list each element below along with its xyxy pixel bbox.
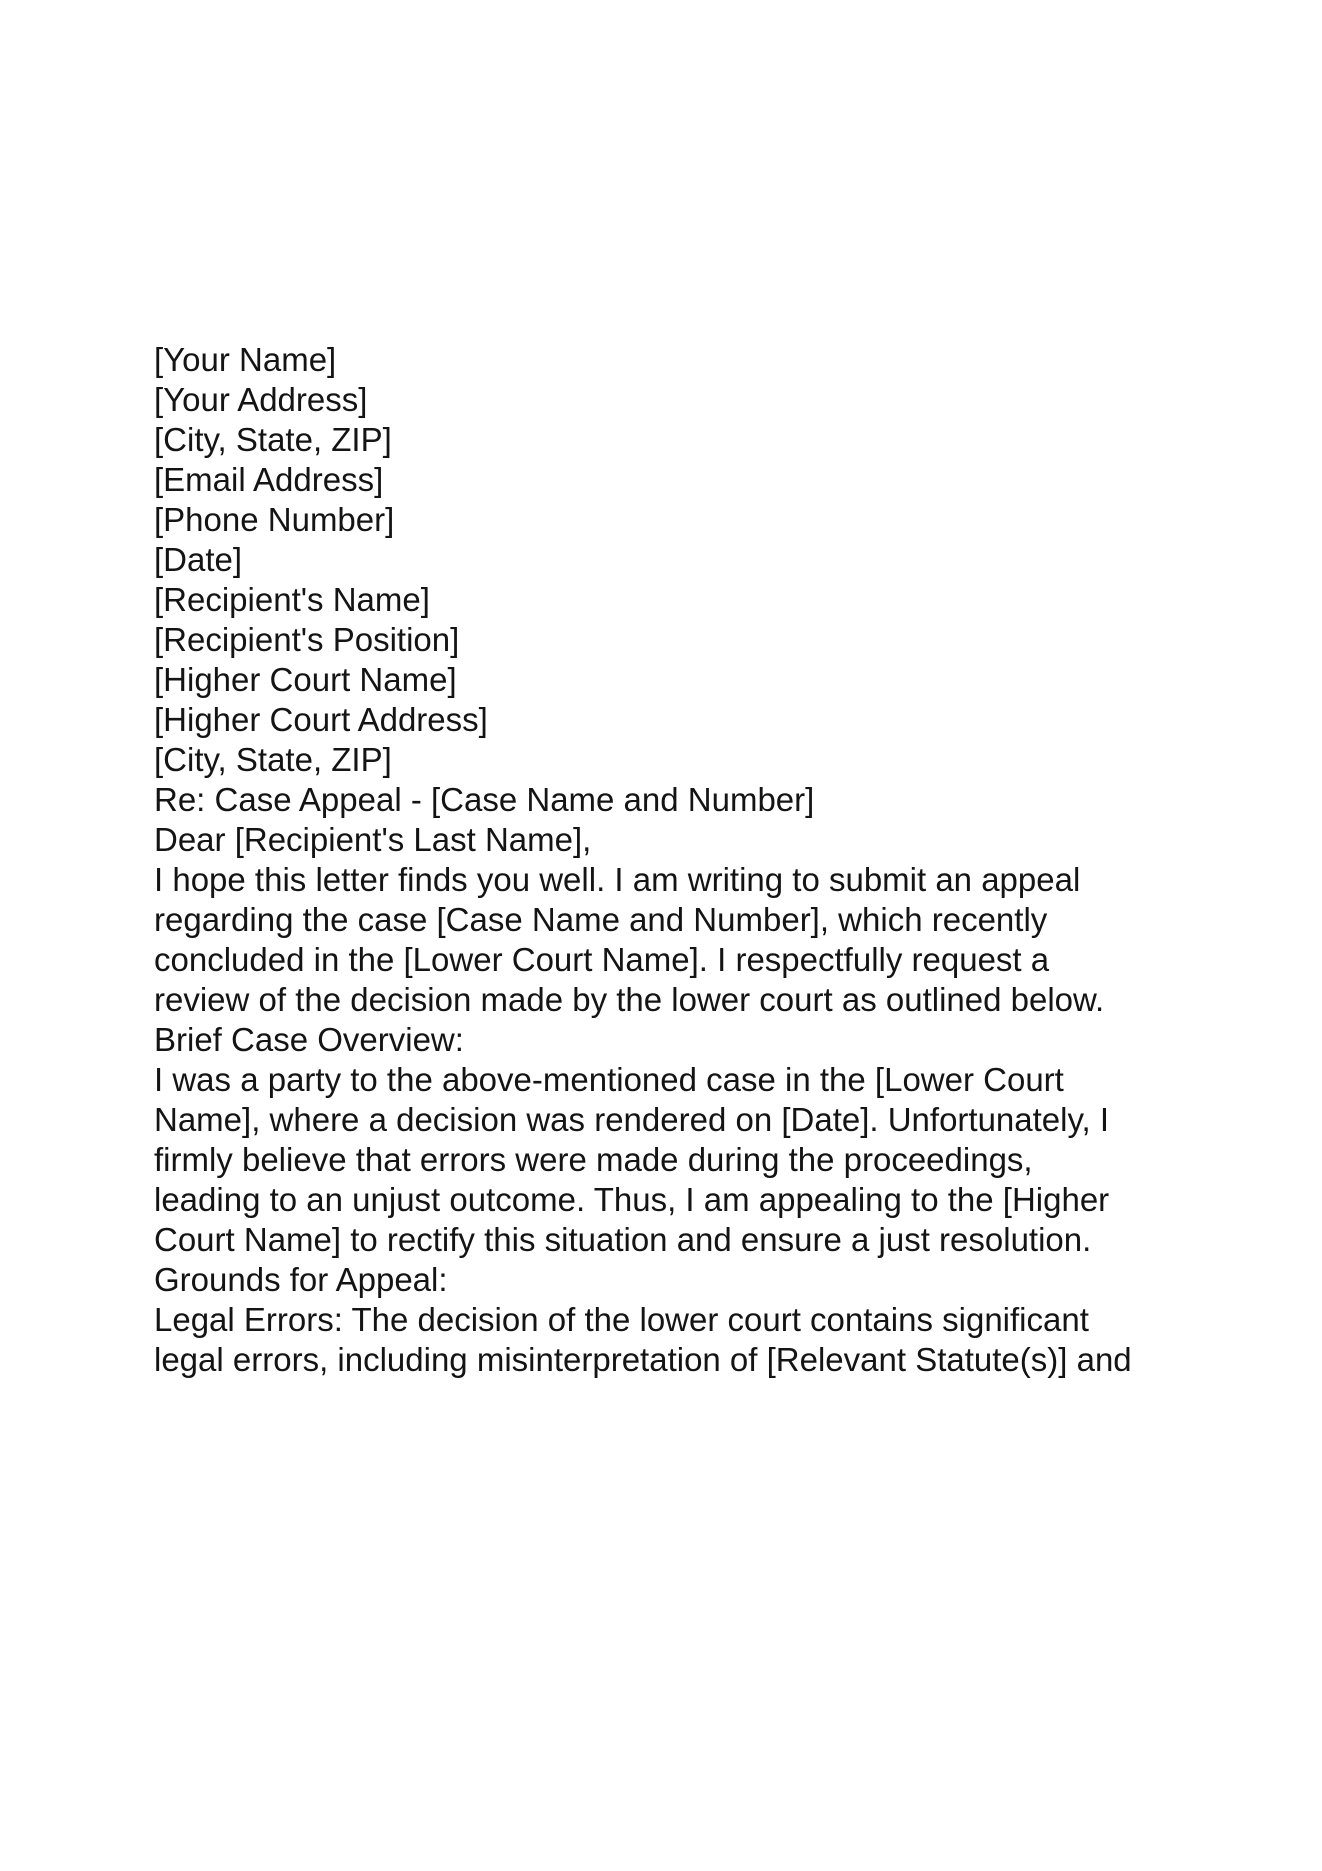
salutation bbox=[154, 820, 1214, 860]
paragraph-line: review of the decision made by the lower court as outlined below. bbox=[154, 981, 1105, 1018]
paragraph-line: firmly believe that errors were made during the proceedings, bbox=[154, 1141, 1033, 1178]
intro-paragraph bbox=[154, 860, 1214, 1020]
paragraph-line: leading to an unjust outcome. Thus, I am appealing to the [Higher bbox=[154, 1181, 1110, 1218]
sender-phone: [Phone Number] bbox=[154, 501, 395, 538]
paragraph-line: Name], where a decision was rendered on [Date]. Unfortunately, I bbox=[154, 1101, 1110, 1138]
paragraph-line: regarding the case [Case Name and Number], which recently bbox=[154, 901, 1048, 938]
sender-block bbox=[154, 340, 1214, 580]
recipient-court-address: [Higher Court Address] bbox=[154, 701, 488, 738]
letter-date: [Date] bbox=[154, 541, 243, 578]
recipient-position: [Recipient's Position] bbox=[154, 621, 460, 658]
letter-body bbox=[154, 340, 1214, 1380]
overview-section bbox=[154, 1020, 1214, 1260]
paragraph-line: concluded in the [Lower Court Name]. I respectfully request a bbox=[154, 941, 1050, 978]
paragraph-line: legal errors, including misinterpretation of [Relevant Statute(s)] and bbox=[154, 1341, 1132, 1378]
overview-heading: Brief Case Overview: bbox=[154, 1021, 464, 1058]
legal-errors-paragraph bbox=[154, 1300, 1214, 1380]
recipient-court-name: [Higher Court Name] bbox=[154, 661, 457, 698]
sender-name: [Your Name] bbox=[154, 341, 337, 378]
recipient-name: [Recipient's Name] bbox=[154, 581, 430, 618]
grounds-heading-block bbox=[154, 1260, 1214, 1300]
paragraph-line: Court Name] to rectify this situation and ensure a just resolution. bbox=[154, 1221, 1092, 1258]
sender-email: [Email Address] bbox=[154, 461, 384, 498]
paragraph-line: I hope this letter finds you well. I am writing to submit an appeal bbox=[154, 861, 1081, 898]
paragraph-line: I was a party to the above-mentioned case in the [Lower Court bbox=[154, 1061, 1064, 1098]
sender-city-state-zip: [City, State, ZIP] bbox=[154, 421, 392, 458]
paragraph-line: Legal Errors: The decision of the lower court contains significant bbox=[154, 1301, 1089, 1338]
recipient-block bbox=[154, 580, 1214, 780]
sender-address: [Your Address] bbox=[154, 381, 368, 418]
subject-text: Re: Case Appeal - [Case Name and Number] bbox=[154, 781, 815, 818]
recipient-city-state-zip: [City, State, ZIP] bbox=[154, 741, 392, 778]
grounds-heading: Grounds for Appeal: bbox=[154, 1261, 448, 1298]
subject-line bbox=[154, 780, 1214, 820]
salutation-text: Dear [Recipient's Last Name], bbox=[154, 821, 592, 858]
